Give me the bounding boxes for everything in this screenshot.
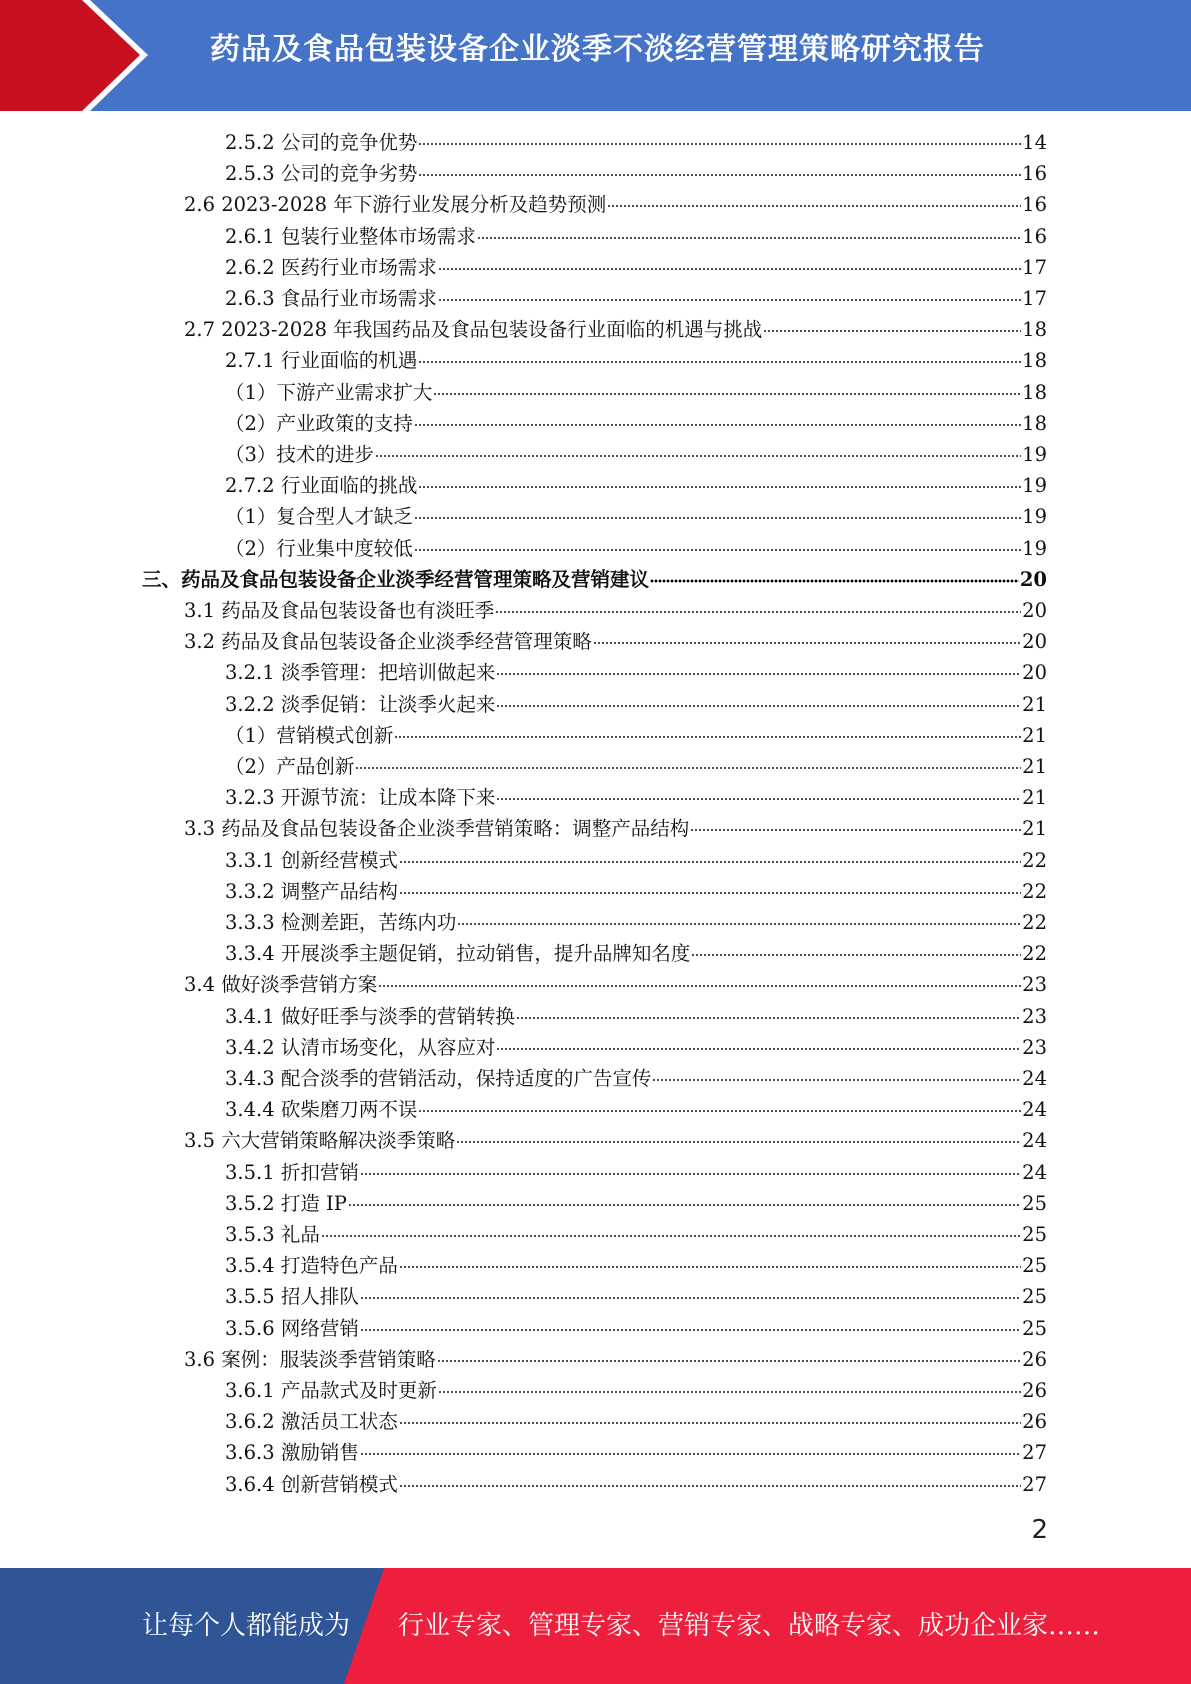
toc-entry-page: 18 — [1022, 411, 1047, 435]
toc-dot-leader — [690, 828, 1021, 832]
toc-dot-leader — [607, 204, 1021, 208]
toc-entry[interactable] — [225, 907, 1047, 938]
toc-entry[interactable] — [184, 626, 1047, 657]
toc-dot-leader — [394, 735, 1021, 739]
toc-entry-page: 21 — [1022, 786, 1047, 810]
toc-entry-label: （1）营销模式创新 — [225, 723, 394, 747]
toc-entry[interactable] — [225, 501, 1047, 532]
toc-entry[interactable] — [225, 1406, 1047, 1437]
toc-dot-leader — [355, 766, 1021, 770]
toc-entry[interactable] — [225, 1001, 1047, 1032]
toc-entry-label: 3.5.1 折扣营销 — [225, 1160, 359, 1184]
toc-dot-leader — [763, 329, 1021, 333]
toc-dot-leader — [399, 1265, 1021, 1269]
toc-dot-leader — [516, 1016, 1021, 1020]
toc-dot-leader — [496, 797, 1021, 801]
toc-entry-label: 3.5.6 网络营销 — [225, 1316, 359, 1340]
toc-entry[interactable] — [225, 1437, 1047, 1468]
toc-entry-label: 3.1 药品及食品包装设备也有淡旺季 — [184, 599, 495, 622]
toc-dot-leader — [360, 1328, 1021, 1332]
toc-dot-leader — [593, 641, 1021, 645]
toc-entry[interactable] — [225, 876, 1047, 907]
toc-entry[interactable] — [225, 751, 1047, 782]
toc-entry-page: 16 — [1022, 162, 1047, 186]
toc-entry-page: 20 — [1022, 630, 1047, 654]
footer-slogan-right: 行业专家、管理专家、营销专家、战略专家、成功企业家…… — [398, 1611, 1101, 1641]
toc-entry-label: 2.6.3 食品行业市场需求 — [225, 287, 437, 310]
toc-entry[interactable] — [225, 720, 1047, 751]
toc-dot-leader — [360, 1296, 1021, 1300]
toc-dot-leader — [321, 1234, 1021, 1238]
toc-entry[interactable] — [225, 470, 1047, 501]
toc-dot-leader — [418, 1109, 1021, 1113]
toc-entry-label: 3.2.1 淡季管理：把培训做起来 — [225, 661, 496, 685]
toc-entry-label: （1）下游产业需求扩大 — [225, 380, 433, 404]
toc-entry-page: 24 — [1022, 1129, 1047, 1153]
toc-entry[interactable] — [225, 345, 1047, 376]
toc-dot-leader — [438, 1390, 1021, 1394]
toc-dot-leader — [378, 984, 1021, 988]
toc-entry-page: 20 — [1022, 661, 1047, 685]
toc-entry[interactable] — [225, 938, 1047, 969]
toc-entry-page: 26 — [1022, 1379, 1047, 1402]
toc-entry-page: 21 — [1022, 692, 1047, 716]
toc-entry-label: 3.6 案例：服装淡季营销策略 — [184, 1347, 436, 1371]
toc-dot-leader — [414, 548, 1021, 552]
toc-entry-page: 25 — [1022, 1316, 1047, 1340]
toc-dot-leader — [496, 672, 1021, 676]
toc-entry-label: 2.7.1 行业面临的机遇 — [225, 349, 418, 373]
toc-entry-page: 25 — [1022, 1191, 1047, 1215]
toc-entry-label: 3.5.4 打造特色产品 — [225, 1254, 398, 1278]
toc-entry[interactable] — [225, 1313, 1047, 1344]
toc-entry-label: 三、药品及食品包装设备企业淡季经营管理策略及营销建议 — [142, 567, 650, 591]
toc-dot-leader — [495, 610, 1021, 614]
toc-entry[interactable] — [184, 1125, 1047, 1156]
toc-entry-label: （2）产业政策的支持 — [225, 411, 413, 435]
toc-entry[interactable] — [225, 1219, 1047, 1250]
toc-entry-page: 23 — [1022, 1004, 1047, 1028]
toc-dot-leader — [496, 1047, 1021, 1051]
toc-entry[interactable] — [184, 813, 1047, 844]
toc-entry-page: 22 — [1022, 911, 1047, 934]
toc-entry-label: （2）产品创新 — [225, 755, 355, 778]
toc-dot-leader — [399, 1484, 1021, 1488]
toc-entry-page: 22 — [1022, 848, 1047, 872]
toc-entry[interactable] — [225, 439, 1047, 470]
toc-entry-label: 3.2.2 淡季促销：让淡季火起来 — [225, 692, 496, 716]
toc-entry[interactable] — [225, 1094, 1047, 1125]
toc-entry-label: 3.5.3 礼品 — [225, 1223, 320, 1246]
toc-entry[interactable] — [225, 377, 1047, 408]
toc-dot-leader — [399, 1421, 1021, 1425]
toc-dot-leader — [456, 1140, 1021, 1144]
toc-entry-label: 2.6 2023-2028 年下游行业发展分析及趋势预测 — [184, 193, 607, 217]
toc-entry[interactable] — [225, 782, 1047, 813]
toc-entry[interactable] — [184, 595, 1047, 626]
toc-entry-label: 3.5.5 招人排队 — [225, 1285, 359, 1309]
toc-entry-label: 3.3.2 调整产品结构 — [225, 879, 398, 903]
toc-entry-page: 21 — [1022, 817, 1047, 841]
toc-entry-label: 3.4 做好淡季营销方案 — [184, 973, 378, 997]
toc-dot-leader — [348, 1203, 1021, 1207]
toc-entry-label: 3.4.2 认清市场变化，从容应对 — [225, 1035, 496, 1059]
toc-entry-page: 17 — [1022, 287, 1047, 310]
toc-entry[interactable] — [225, 1032, 1047, 1063]
toc-entry-page: 22 — [1022, 879, 1047, 903]
toc-entry-label: 3.3.4 开展淡季主题促销，拉动销售，提升品牌知名度 — [225, 942, 691, 966]
toc-dot-leader — [496, 704, 1021, 708]
toc-dot-leader — [438, 298, 1021, 302]
toc-dot-leader — [438, 267, 1021, 271]
toc-entry-page: 17 — [1022, 255, 1047, 279]
toc-entry-page: 18 — [1022, 318, 1047, 342]
toc-dot-leader — [691, 953, 1021, 957]
toc-entry[interactable] — [184, 969, 1047, 1000]
toc-entry-label: 3.3.1 创新经营模式 — [225, 848, 398, 872]
toc-dot-leader — [418, 485, 1021, 489]
toc-entry-page: 23 — [1022, 1035, 1047, 1059]
toc-dot-leader — [375, 454, 1021, 458]
toc-entry-label: 3.6.2 激活员工状态 — [225, 1410, 398, 1434]
footer-slogan-left: 让每个人都能成为 — [142, 1611, 351, 1641]
toc-entry[interactable] — [184, 314, 1047, 345]
toc-dot-leader — [437, 1359, 1021, 1363]
toc-entry-page: 26 — [1022, 1410, 1047, 1434]
toc-entry-page: 19 — [1022, 505, 1047, 529]
toc-dot-leader — [652, 1078, 1021, 1082]
toc-entry-page: 20 — [1019, 567, 1047, 591]
toc-entry-page: 19 — [1022, 536, 1047, 560]
toc-dot-leader — [433, 392, 1021, 396]
toc-entry[interactable] — [225, 533, 1047, 564]
toc-entry-page: 23 — [1022, 973, 1047, 997]
toc-entry[interactable] — [225, 1375, 1047, 1406]
toc-entry-label: （1）复合型人才缺乏 — [225, 505, 413, 529]
toc-entry-label: 2.5.2 公司的竞争优势 — [225, 131, 418, 154]
toc-entry-label: 3.3.3 检测差距，苦练内功 — [225, 911, 457, 934]
toc-entry-label: 3.2.3 开源节流：让成本降下来 — [225, 786, 496, 810]
toc-dot-leader — [399, 860, 1021, 864]
toc-entry-page: 25 — [1022, 1254, 1047, 1278]
toc-entry[interactable] — [225, 689, 1047, 720]
toc-entry-page: 24 — [1022, 1098, 1047, 1122]
page-footer — [0, 1568, 1191, 1684]
page-header — [0, 0, 1191, 111]
toc-dot-leader — [457, 922, 1021, 926]
toc-entry-label: 2.6.2 医药行业市场需求 — [225, 255, 437, 279]
toc-entry-page: 18 — [1022, 380, 1047, 404]
header-title: 药品及食品包装设备企业淡季不淡经营管理策略研究报告 — [210, 32, 985, 67]
toc-entry-label: 3.6.4 创新营销模式 — [225, 1472, 398, 1496]
toc-entry[interactable] — [225, 1063, 1047, 1094]
toc-entry[interactable] — [225, 127, 1047, 158]
toc-entry-label: 3.3 药品及食品包装设备企业淡季营销策略：调整产品结构 — [184, 817, 690, 841]
toc-entry-label: 3.2 药品及食品包装设备企业淡季经营管理策略 — [184, 630, 592, 654]
toc-entry[interactable] — [225, 657, 1047, 688]
toc-entry-page: 20 — [1022, 599, 1047, 622]
header-arrow-icon — [0, 0, 160, 111]
toc-entry[interactable] — [225, 221, 1047, 252]
toc-entry-label: 2.7.2 行业面临的挑战 — [225, 474, 418, 498]
toc-entry[interactable] — [142, 564, 1047, 595]
toc-dot-leader — [414, 423, 1021, 427]
toc-entry[interactable] — [225, 158, 1047, 189]
toc-entry-page: 25 — [1022, 1223, 1047, 1246]
page-number: 2 — [1031, 1515, 1048, 1545]
toc-entry[interactable] — [225, 252, 1047, 283]
toc-entry-label: 3.5 六大营销策略解决淡季策略 — [184, 1129, 456, 1153]
toc-dot-leader — [477, 236, 1021, 240]
toc-dot-leader — [360, 1172, 1021, 1176]
toc-dot-leader — [418, 142, 1021, 146]
toc-entry-label: 3.4.1 做好旺季与淡季的营销转换 — [225, 1004, 515, 1028]
toc-entry-page: 19 — [1022, 443, 1047, 466]
toc-entry[interactable] — [225, 1157, 1047, 1188]
toc-entry-page: 14 — [1022, 131, 1047, 154]
toc-entry-page: 18 — [1022, 349, 1047, 373]
toc-dot-leader — [418, 173, 1021, 177]
toc-entry-page: 16 — [1022, 193, 1047, 217]
toc-entry-label: （2）行业集中度较低 — [225, 536, 413, 560]
toc-entry-label: 2.7 2023-2028 年我国药品及食品包装设备行业面临的机遇与挑战 — [184, 318, 763, 342]
toc-entry[interactable] — [225, 1188, 1047, 1219]
toc-entry-page: 22 — [1022, 942, 1047, 966]
toc-entry[interactable] — [225, 408, 1047, 439]
toc-entry-label: 3.6.3 激励销售 — [225, 1441, 359, 1465]
toc-dot-leader — [360, 1452, 1021, 1456]
toc-entry-label: 3.5.2 打造 IP — [225, 1191, 347, 1215]
toc-entry-label: 3.4.4 砍柴磨刀两不误 — [225, 1098, 418, 1122]
toc-entry-page: 16 — [1022, 224, 1047, 248]
toc-entry[interactable] — [225, 1250, 1047, 1281]
toc-entry[interactable] — [184, 189, 1047, 220]
toc-entry-page: 25 — [1022, 1285, 1047, 1309]
toc-entry-page: 19 — [1022, 474, 1047, 498]
toc-entry-label: 2.5.3 公司的竞争劣势 — [225, 162, 418, 186]
toc-dot-leader — [399, 891, 1021, 895]
toc-entry-page: 21 — [1022, 755, 1047, 778]
toc-dot-leader — [650, 579, 1019, 583]
toc-entry[interactable] — [225, 845, 1047, 876]
toc-entry-page: 27 — [1022, 1441, 1047, 1465]
toc-entry-page: 27 — [1022, 1472, 1047, 1496]
toc-entry[interactable] — [225, 283, 1047, 314]
toc-dot-leader — [418, 360, 1021, 364]
toc-entry[interactable] — [225, 1281, 1047, 1312]
toc-entry-page: 21 — [1022, 723, 1047, 747]
toc-entry-page: 24 — [1022, 1160, 1047, 1184]
toc-entry-page: 24 — [1022, 1067, 1047, 1090]
toc-entry[interactable] — [225, 1469, 1047, 1500]
toc-dot-leader — [414, 516, 1021, 520]
toc-entry-label: 2.6.1 包装行业整体市场需求 — [225, 224, 476, 248]
toc-entry-page: 26 — [1022, 1347, 1047, 1371]
toc-entry-label: 3.4.3 配合淡季的营销活动，保持适度的广告宣传 — [225, 1067, 652, 1090]
toc-entry-label: （3）技术的进步 — [225, 443, 374, 466]
toc-entry[interactable] — [184, 1344, 1047, 1375]
toc-entry-label: 3.6.1 产品款式及时更新 — [225, 1379, 437, 1402]
